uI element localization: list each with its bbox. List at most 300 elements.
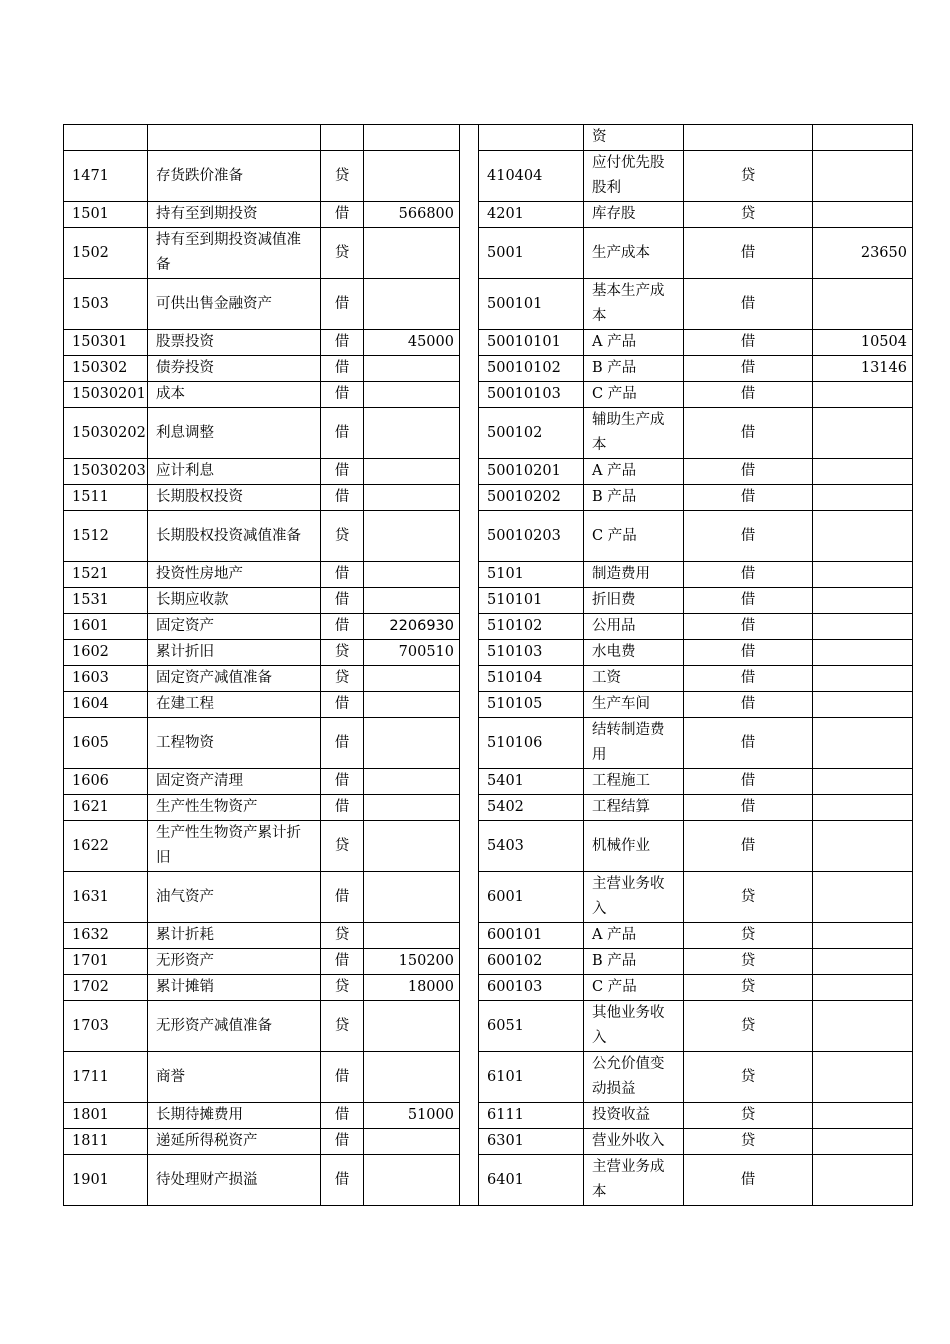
- column-gap: [460, 795, 479, 821]
- left-account-name: 投资性房地产: [148, 562, 321, 588]
- left-balance-direction: 借: [321, 485, 364, 511]
- column-gap: [460, 588, 479, 614]
- column-gap: [460, 1155, 479, 1206]
- right-account-name: A 产品: [584, 330, 684, 356]
- table-row: [64, 279, 913, 330]
- column-gap: [460, 562, 479, 588]
- table-row: [64, 459, 913, 485]
- column-gap: [460, 718, 479, 769]
- left-account-code: 1531: [64, 588, 148, 614]
- left-balance-amount: [364, 279, 460, 330]
- table-row: [64, 923, 913, 949]
- left-account-code: 15030203: [64, 459, 148, 485]
- column-gap: [460, 923, 479, 949]
- left-balance-direction: 贷: [321, 923, 364, 949]
- left-account-name: 累计摊销: [148, 975, 321, 1001]
- right-account-name: B 产品: [584, 485, 684, 511]
- left-account-name: 油气资产: [148, 872, 321, 923]
- left-account-name: 长期股权投资减值准备: [148, 511, 321, 562]
- table-row: [64, 949, 913, 975]
- left-account-code: 1621: [64, 795, 148, 821]
- right-account-code: 600102: [479, 949, 584, 975]
- column-gap: [460, 769, 479, 795]
- table-row: [64, 640, 913, 666]
- account-table-body: [64, 125, 913, 1206]
- right-balance-amount: 10504: [813, 330, 913, 356]
- left-balance-direction: 贷: [321, 666, 364, 692]
- table-row: [64, 821, 913, 872]
- right-account-name: 其他业务收入: [584, 1001, 684, 1052]
- left-account-name: 递延所得税资产: [148, 1129, 321, 1155]
- left-balance-amount: [364, 356, 460, 382]
- left-balance-amount: [364, 228, 460, 279]
- right-account-code: 5001: [479, 228, 584, 279]
- right-balance-direction: 贷: [684, 1001, 813, 1052]
- right-balance-amount: [813, 640, 913, 666]
- right-balance-direction: 贷: [684, 151, 813, 202]
- right-balance-direction: 借: [684, 382, 813, 408]
- right-account-name: 基本生产成本: [584, 279, 684, 330]
- left-balance-amount: [364, 459, 460, 485]
- column-gap: [460, 1001, 479, 1052]
- right-account-name: 主营业务成本: [584, 1155, 684, 1206]
- column-gap: [460, 1129, 479, 1155]
- right-account-name: C 产品: [584, 382, 684, 408]
- right-account-name: 生产成本: [584, 228, 684, 279]
- left-account-code: 1631: [64, 872, 148, 923]
- right-balance-amount: [813, 692, 913, 718]
- right-account-code: 5402: [479, 795, 584, 821]
- right-account-code: 6301: [479, 1129, 584, 1155]
- left-account-code: 1801: [64, 1103, 148, 1129]
- right-account-name: 营业外收入: [584, 1129, 684, 1155]
- right-balance-amount: [813, 1001, 913, 1052]
- right-balance-amount: [813, 769, 913, 795]
- left-account-name: 固定资产减值准备: [148, 666, 321, 692]
- table-row: [64, 408, 913, 459]
- right-balance-amount: [813, 821, 913, 872]
- right-balance-direction: 借: [684, 408, 813, 459]
- left-account-code: 1601: [64, 614, 148, 640]
- right-balance-direction: 借: [684, 228, 813, 279]
- left-account-name: 商誉: [148, 1052, 321, 1103]
- right-account-code: 50010103: [479, 382, 584, 408]
- right-balance-direction: 借: [684, 485, 813, 511]
- left-account-name: 长期股权投资: [148, 485, 321, 511]
- left-account-name: [148, 125, 321, 151]
- right-account-code: 6401: [479, 1155, 584, 1206]
- right-account-name: 公允价值变动损益: [584, 1052, 684, 1103]
- right-account-code: 6111: [479, 1103, 584, 1129]
- left-balance-direction: 借: [321, 562, 364, 588]
- table-row: [64, 872, 913, 923]
- left-account-code: 1603: [64, 666, 148, 692]
- table-row: [64, 151, 913, 202]
- column-gap: [460, 485, 479, 511]
- right-account-code: 510106: [479, 718, 584, 769]
- right-balance-amount: [813, 485, 913, 511]
- right-balance-direction: 贷: [684, 923, 813, 949]
- right-balance-direction: 借: [684, 356, 813, 382]
- table-row: [64, 975, 913, 1001]
- left-balance-amount: 150200: [364, 949, 460, 975]
- left-balance-direction: 贷: [321, 975, 364, 1001]
- table-row: [64, 1129, 913, 1155]
- left-balance-direction: [321, 125, 364, 151]
- right-account-code: 510101: [479, 588, 584, 614]
- left-balance-direction: 借: [321, 795, 364, 821]
- right-balance-direction: 借: [684, 718, 813, 769]
- left-account-code: 1811: [64, 1129, 148, 1155]
- right-balance-direction: 借: [684, 614, 813, 640]
- left-account-code: 1606: [64, 769, 148, 795]
- right-account-code: 510102: [479, 614, 584, 640]
- right-balance-direction: 借: [684, 795, 813, 821]
- right-account-name: 工程结算: [584, 795, 684, 821]
- left-balance-direction: 借: [321, 330, 364, 356]
- right-balance-amount: [813, 872, 913, 923]
- table-row: [64, 228, 913, 279]
- right-account-code: 500102: [479, 408, 584, 459]
- right-account-name: 工资: [584, 666, 684, 692]
- left-balance-amount: 700510: [364, 640, 460, 666]
- left-account-code: 1711: [64, 1052, 148, 1103]
- left-balance-direction: 借: [321, 718, 364, 769]
- right-account-code: 4201: [479, 202, 584, 228]
- left-account-code: 150302: [64, 356, 148, 382]
- left-balance-amount: [364, 562, 460, 588]
- right-account-name: B 产品: [584, 356, 684, 382]
- right-account-name: C 产品: [584, 975, 684, 1001]
- left-account-name: 生产性生物资产累计折旧: [148, 821, 321, 872]
- table-row: [64, 588, 913, 614]
- left-account-name: 累计折旧: [148, 640, 321, 666]
- left-balance-amount: [364, 692, 460, 718]
- right-account-name: 折旧费: [584, 588, 684, 614]
- column-gap: [460, 975, 479, 1001]
- right-account-code: 510104: [479, 666, 584, 692]
- right-account-code: 5403: [479, 821, 584, 872]
- right-balance-direction: 贷: [684, 202, 813, 228]
- column-gap: [460, 511, 479, 562]
- left-balance-direction: 借: [321, 408, 364, 459]
- column-gap: [460, 125, 479, 151]
- right-balance-direction: 贷: [684, 872, 813, 923]
- left-balance-direction: 借: [321, 872, 364, 923]
- left-balance-direction: 借: [321, 202, 364, 228]
- left-account-name: 股票投资: [148, 330, 321, 356]
- left-balance-amount: [364, 485, 460, 511]
- right-balance-direction: 借: [684, 769, 813, 795]
- left-balance-direction: 贷: [321, 151, 364, 202]
- right-account-name: 库存股: [584, 202, 684, 228]
- left-balance-direction: 借: [321, 588, 364, 614]
- right-account-name: 结转制造费用: [584, 718, 684, 769]
- column-gap: [460, 382, 479, 408]
- right-balance-direction: 借: [684, 562, 813, 588]
- right-account-code: 5101: [479, 562, 584, 588]
- right-account-name: B 产品: [584, 949, 684, 975]
- table-row: [64, 1103, 913, 1129]
- left-account-name: 存货跌价准备: [148, 151, 321, 202]
- left-account-code: 1703: [64, 1001, 148, 1052]
- right-balance-direction: 贷: [684, 1103, 813, 1129]
- right-account-code: 600103: [479, 975, 584, 1001]
- left-balance-amount: [364, 151, 460, 202]
- right-balance-direction: 借: [684, 459, 813, 485]
- left-balance-direction: 借: [321, 1129, 364, 1155]
- left-account-code: 1503: [64, 279, 148, 330]
- right-balance-amount: 13146: [813, 356, 913, 382]
- right-account-code: 6101: [479, 1052, 584, 1103]
- right-balance-direction: 贷: [684, 1129, 813, 1155]
- left-account-name: 应计利息: [148, 459, 321, 485]
- table-row: [64, 692, 913, 718]
- left-balance-amount: [364, 923, 460, 949]
- left-balance-direction: 借: [321, 382, 364, 408]
- left-balance-direction: 借: [321, 1155, 364, 1206]
- left-account-name: 持有至到期投资: [148, 202, 321, 228]
- left-account-code: [64, 125, 148, 151]
- right-balance-amount: [813, 1052, 913, 1103]
- column-gap: [460, 330, 479, 356]
- right-account-code: [479, 125, 584, 151]
- left-balance-amount: [364, 769, 460, 795]
- left-balance-amount: [364, 666, 460, 692]
- left-account-name: 累计折耗: [148, 923, 321, 949]
- right-account-code: 510105: [479, 692, 584, 718]
- left-account-code: 1512: [64, 511, 148, 562]
- left-balance-amount: [364, 408, 460, 459]
- table-row: [64, 330, 913, 356]
- left-balance-direction: 借: [321, 459, 364, 485]
- right-balance-amount: [813, 382, 913, 408]
- right-balance-amount: 23650: [813, 228, 913, 279]
- right-account-name: 生产车间: [584, 692, 684, 718]
- left-balance-direction: 贷: [321, 640, 364, 666]
- left-balance-direction: 借: [321, 279, 364, 330]
- right-balance-direction: 借: [684, 821, 813, 872]
- right-account-code: 50010202: [479, 485, 584, 511]
- left-account-code: 1521: [64, 562, 148, 588]
- right-balance-amount: [813, 588, 913, 614]
- right-account-code: 50010203: [479, 511, 584, 562]
- left-balance-direction: 贷: [321, 511, 364, 562]
- left-account-name: 待处理财产损溢: [148, 1155, 321, 1206]
- right-balance-direction: 借: [684, 279, 813, 330]
- right-balance-amount: [813, 459, 913, 485]
- right-balance-amount: [813, 202, 913, 228]
- left-account-name: 无形资产减值准备: [148, 1001, 321, 1052]
- left-balance-amount: 2206930: [364, 614, 460, 640]
- right-account-name: A 产品: [584, 923, 684, 949]
- left-account-code: 1901: [64, 1155, 148, 1206]
- column-gap: [460, 692, 479, 718]
- right-account-name: 公用品: [584, 614, 684, 640]
- table-row: [64, 356, 913, 382]
- table-row: [64, 125, 913, 151]
- table-row: [64, 562, 913, 588]
- right-account-code: 6051: [479, 1001, 584, 1052]
- left-balance-amount: [364, 821, 460, 872]
- right-account-code: 50010201: [479, 459, 584, 485]
- right-account-name: 制造费用: [584, 562, 684, 588]
- left-balance-direction: 借: [321, 692, 364, 718]
- left-balance-direction: 借: [321, 769, 364, 795]
- left-balance-direction: 借: [321, 1052, 364, 1103]
- left-account-name: 固定资产清理: [148, 769, 321, 795]
- left-balance-amount: [364, 1001, 460, 1052]
- right-account-name: 投资收益: [584, 1103, 684, 1129]
- right-account-name: A 产品: [584, 459, 684, 485]
- table-row: [64, 485, 913, 511]
- right-account-name: 资: [584, 125, 684, 151]
- right-balance-direction: 借: [684, 692, 813, 718]
- right-balance-amount: [813, 795, 913, 821]
- left-account-code: 15030202: [64, 408, 148, 459]
- left-balance-amount: [364, 872, 460, 923]
- left-account-code: 1602: [64, 640, 148, 666]
- right-balance-direction: 借: [684, 666, 813, 692]
- left-account-code: 1701: [64, 949, 148, 975]
- left-account-name: 成本: [148, 382, 321, 408]
- left-balance-amount: [364, 588, 460, 614]
- column-gap: [460, 1052, 479, 1103]
- left-account-code: 1501: [64, 202, 148, 228]
- account-table: [63, 124, 913, 1206]
- table-row: [64, 769, 913, 795]
- left-balance-amount: 566800: [364, 202, 460, 228]
- table-row: [64, 202, 913, 228]
- right-balance-direction: 贷: [684, 949, 813, 975]
- left-account-code: 150301: [64, 330, 148, 356]
- left-balance-direction: 贷: [321, 1001, 364, 1052]
- table-row: [64, 614, 913, 640]
- column-gap: [460, 666, 479, 692]
- right-balance-direction: 贷: [684, 975, 813, 1001]
- right-balance-amount: [813, 562, 913, 588]
- right-balance-amount: [813, 718, 913, 769]
- right-account-name: 应付优先股股利: [584, 151, 684, 202]
- right-balance-direction: 借: [684, 330, 813, 356]
- right-account-code: 5401: [479, 769, 584, 795]
- right-balance-direction: 借: [684, 588, 813, 614]
- table-row: [64, 382, 913, 408]
- left-account-code: 1502: [64, 228, 148, 279]
- left-balance-amount: [364, 1155, 460, 1206]
- right-balance-amount: [813, 511, 913, 562]
- column-gap: [460, 228, 479, 279]
- right-account-name: 主营业务收入: [584, 872, 684, 923]
- right-balance-amount: [813, 408, 913, 459]
- right-balance-direction: 借: [684, 640, 813, 666]
- right-balance-direction: [684, 125, 813, 151]
- left-account-name: 债券投资: [148, 356, 321, 382]
- left-balance-direction: 借: [321, 949, 364, 975]
- left-account-code: 1632: [64, 923, 148, 949]
- left-balance-amount: [364, 718, 460, 769]
- left-account-code: 1622: [64, 821, 148, 872]
- column-gap: [460, 279, 479, 330]
- column-gap: [460, 1103, 479, 1129]
- column-gap: [460, 408, 479, 459]
- right-account-name: 水电费: [584, 640, 684, 666]
- column-gap: [460, 459, 479, 485]
- left-balance-direction: 借: [321, 614, 364, 640]
- left-account-name: 在建工程: [148, 692, 321, 718]
- right-account-name: 工程施工: [584, 769, 684, 795]
- right-account-name: C 产品: [584, 511, 684, 562]
- left-balance-amount: [364, 382, 460, 408]
- right-account-code: 50010101: [479, 330, 584, 356]
- table-row: [64, 1052, 913, 1103]
- column-gap: [460, 821, 479, 872]
- right-account-code: 6001: [479, 872, 584, 923]
- column-gap: [460, 356, 479, 382]
- left-account-name: 长期应收款: [148, 588, 321, 614]
- right-balance-amount: [813, 125, 913, 151]
- table-row: [64, 718, 913, 769]
- right-account-code: 600101: [479, 923, 584, 949]
- left-account-code: 1702: [64, 975, 148, 1001]
- right-balance-amount: [813, 614, 913, 640]
- left-account-name: 工程物资: [148, 718, 321, 769]
- left-balance-direction: 借: [321, 356, 364, 382]
- right-balance-amount: [813, 949, 913, 975]
- left-balance-amount: [364, 125, 460, 151]
- left-account-name: 利息调整: [148, 408, 321, 459]
- column-gap: [460, 872, 479, 923]
- left-balance-direction: 贷: [321, 821, 364, 872]
- table-row: [64, 666, 913, 692]
- right-account-code: 500101: [479, 279, 584, 330]
- left-balance-amount: [364, 511, 460, 562]
- right-balance-amount: [813, 975, 913, 1001]
- left-account-code: 1604: [64, 692, 148, 718]
- column-gap: [460, 640, 479, 666]
- left-account-code: 1511: [64, 485, 148, 511]
- left-balance-amount: [364, 1052, 460, 1103]
- left-account-code: 1605: [64, 718, 148, 769]
- left-balance-direction: 贷: [321, 228, 364, 279]
- right-balance-direction: 借: [684, 511, 813, 562]
- left-balance-amount: 45000: [364, 330, 460, 356]
- left-balance-amount: 18000: [364, 975, 460, 1001]
- column-gap: [460, 202, 479, 228]
- right-account-code: 510103: [479, 640, 584, 666]
- left-account-name: 可供出售金融资产: [148, 279, 321, 330]
- left-balance-amount: 51000: [364, 1103, 460, 1129]
- right-balance-amount: [813, 666, 913, 692]
- right-account-name: 辅助生产成本: [584, 408, 684, 459]
- right-balance-amount: [813, 279, 913, 330]
- column-gap: [460, 614, 479, 640]
- right-account-code: 410404: [479, 151, 584, 202]
- table-row: [64, 511, 913, 562]
- right-account-name: 机械作业: [584, 821, 684, 872]
- table-row: [64, 1155, 913, 1206]
- right-balance-direction: 贷: [684, 1052, 813, 1103]
- left-account-name: 固定资产: [148, 614, 321, 640]
- left-balance-amount: [364, 1129, 460, 1155]
- left-account-name: 长期待摊费用: [148, 1103, 321, 1129]
- left-account-name: 生产性生物资产: [148, 795, 321, 821]
- right-balance-amount: [813, 1103, 913, 1129]
- left-balance-direction: 借: [321, 1103, 364, 1129]
- left-account-code: 15030201: [64, 382, 148, 408]
- table-row: [64, 795, 913, 821]
- right-balance-amount: [813, 1155, 913, 1206]
